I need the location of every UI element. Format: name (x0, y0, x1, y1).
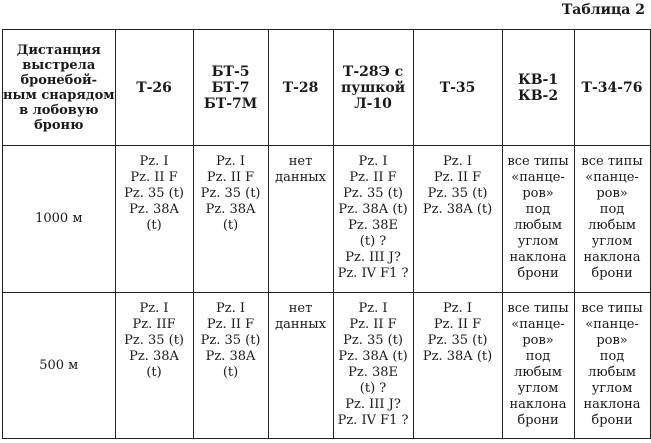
cell-line: (t) ? (359, 381, 387, 396)
cell-line: Pz. 35 (t) (343, 333, 403, 348)
cell-line: ров» (522, 333, 554, 348)
cell-line: Дистанция (16, 42, 101, 58)
cell-line: Pz. I (139, 154, 169, 169)
cell-line: под (525, 349, 551, 364)
cell-line: под (599, 349, 625, 364)
cell-line: данных (275, 317, 326, 332)
cell-line: любым (588, 365, 636, 380)
cell-line: Pz. I (216, 301, 246, 316)
cell-line: любым (588, 218, 636, 233)
cell-line: наклона (509, 397, 567, 412)
cell-line: Pz. I (216, 154, 246, 169)
cell-line: (t) (146, 365, 162, 380)
cell-line: углом (591, 234, 633, 249)
cell-line: нет (288, 301, 313, 316)
header-tank (193, 30, 268, 146)
header-tank (574, 30, 650, 146)
cell-line: Pz. 38A (t) (422, 202, 493, 217)
cell-line: любым (514, 365, 562, 380)
cell-line: ров» (522, 186, 554, 201)
cell-line: нет (288, 154, 313, 169)
cell-line: Pz. 38E (348, 218, 398, 233)
data-cell (268, 146, 333, 293)
cell-line: все типы (581, 301, 643, 316)
cell-line: под (525, 202, 551, 217)
cell-line: Pz. 38A (t) (338, 349, 408, 364)
cell-line: Pz. II F (433, 170, 482, 185)
header-tank (333, 30, 413, 146)
cell-line: броню (34, 117, 84, 133)
distance-cell: 500 м (3, 293, 116, 439)
cell-line: Pz. 35 (t) (343, 186, 403, 201)
cell-line: Pz. II F (130, 170, 178, 185)
table-row (3, 146, 651, 293)
cell-line: пушкой (341, 79, 406, 96)
cell-line: выстрела (22, 57, 96, 73)
data-cell (333, 293, 413, 439)
cell-line: ным снарядом (3, 87, 115, 103)
cell-line: Pz. I (443, 154, 473, 169)
cell-line: ров» (596, 333, 628, 348)
cell-line: брони (517, 413, 559, 428)
cell-line: Pz. I (358, 154, 388, 169)
data-cell (502, 146, 574, 293)
cell-line: наклона (509, 250, 567, 265)
cell-line: БТ-7 (211, 79, 250, 96)
table-row (3, 293, 651, 439)
cell-line: Pz. 38A (205, 202, 256, 217)
cell-line: Pz. II F (349, 317, 397, 332)
cell-line: Pz. II F (349, 170, 397, 185)
cell-line: Pz. 35 (t) (124, 186, 184, 201)
data-cell (333, 146, 413, 293)
cell-line: Т-28 (282, 79, 319, 96)
data-cell (574, 293, 650, 439)
cell-line: углом (517, 381, 559, 396)
cell-line: все типы (507, 154, 569, 169)
cell-line: Pz. 35 (t) (200, 186, 261, 201)
cell-line: Pz. 35 (t) (427, 333, 488, 348)
data-cell (413, 146, 502, 293)
data-cell (268, 293, 333, 439)
cell-line: все типы (507, 301, 569, 316)
armor-penetration-table (2, 29, 651, 439)
data-cell (115, 146, 193, 293)
cell-line: Т-35 (439, 79, 476, 96)
cell-line: углом (591, 381, 633, 396)
cell-line: (t) (146, 218, 162, 233)
cell-line: Pz. 35 (t) (427, 186, 488, 201)
header-tank (413, 30, 502, 146)
header-distance (3, 30, 116, 146)
cell-line: (t) (222, 365, 239, 380)
cell-line: любым (514, 218, 562, 233)
cell-line: Pz. IV F1 ? (337, 266, 409, 281)
cell-line: Pz. 35 (t) (124, 333, 184, 348)
cell-line: Pz. 38A (129, 349, 179, 364)
cell-line: данных (275, 170, 326, 185)
cell-line: Pz. III J? (345, 397, 401, 412)
cell-line: Pz. II F (206, 170, 255, 185)
cell-line: Pz. 38A (129, 202, 179, 217)
data-cell (574, 146, 650, 293)
cell-line: КВ-2 (517, 87, 559, 104)
cell-line: все типы (581, 154, 643, 169)
cell-line: «панце- (585, 170, 639, 185)
header-tank (502, 30, 574, 146)
data-cell (115, 293, 193, 439)
data-cell (193, 293, 268, 439)
cell-line: (t) ? (359, 234, 387, 249)
cell-line: «панце- (511, 317, 565, 332)
cell-line: Pz. I (139, 301, 169, 316)
cell-line: Т-28Э с (342, 63, 404, 80)
cell-line: наклона (583, 397, 641, 412)
cell-line: Pz. 35 (t) (200, 333, 261, 348)
cell-line: Pz. III J? (345, 250, 401, 265)
header-tank (115, 30, 193, 146)
cell-line: Pz. I (358, 301, 388, 316)
cell-line: брони (591, 413, 633, 428)
header-row (3, 30, 651, 146)
cell-line: бронебой- (20, 72, 98, 88)
cell-line: Pz. 38A (t) (338, 202, 408, 217)
cell-line: брони (591, 266, 633, 281)
cell-line: углом (517, 234, 559, 249)
cell-line: БТ-7М (203, 95, 258, 112)
cell-line: под (599, 202, 625, 217)
cell-line: Т-34-76 (581, 79, 643, 96)
cell-line: Pz. IIF (132, 317, 176, 332)
cell-line: наклона (583, 250, 641, 265)
cell-line: Pz. 38E (348, 365, 398, 380)
cell-line: Т-26 (136, 79, 172, 96)
cell-line: (t) (222, 218, 239, 233)
distance-cell: 1000 м (3, 146, 116, 293)
cell-line: Pz. I (443, 301, 473, 316)
cell-line: Pz. II F (206, 317, 255, 332)
cell-line: «панце- (585, 317, 639, 332)
header-tank (268, 30, 333, 146)
cell-line: в лобовую (19, 102, 99, 118)
cell-line: брони (517, 266, 559, 281)
cell-line: Pz. 38A (205, 349, 256, 364)
data-cell (193, 146, 268, 293)
cell-line: Л-10 (354, 95, 392, 112)
cell-line: Pz. 38A (t) (422, 349, 493, 364)
cell-line: ров» (596, 186, 628, 201)
cell-line: «панце- (511, 170, 565, 185)
table-caption: Таблица 2 (561, 2, 645, 18)
cell-line: Pz. II F (433, 317, 482, 332)
data-cell (413, 293, 502, 439)
cell-line: БТ-5 (211, 63, 250, 80)
cell-line: КВ-1 (517, 71, 559, 88)
cell-line: Pz. IV F1 ? (337, 413, 409, 428)
data-cell (502, 293, 574, 439)
